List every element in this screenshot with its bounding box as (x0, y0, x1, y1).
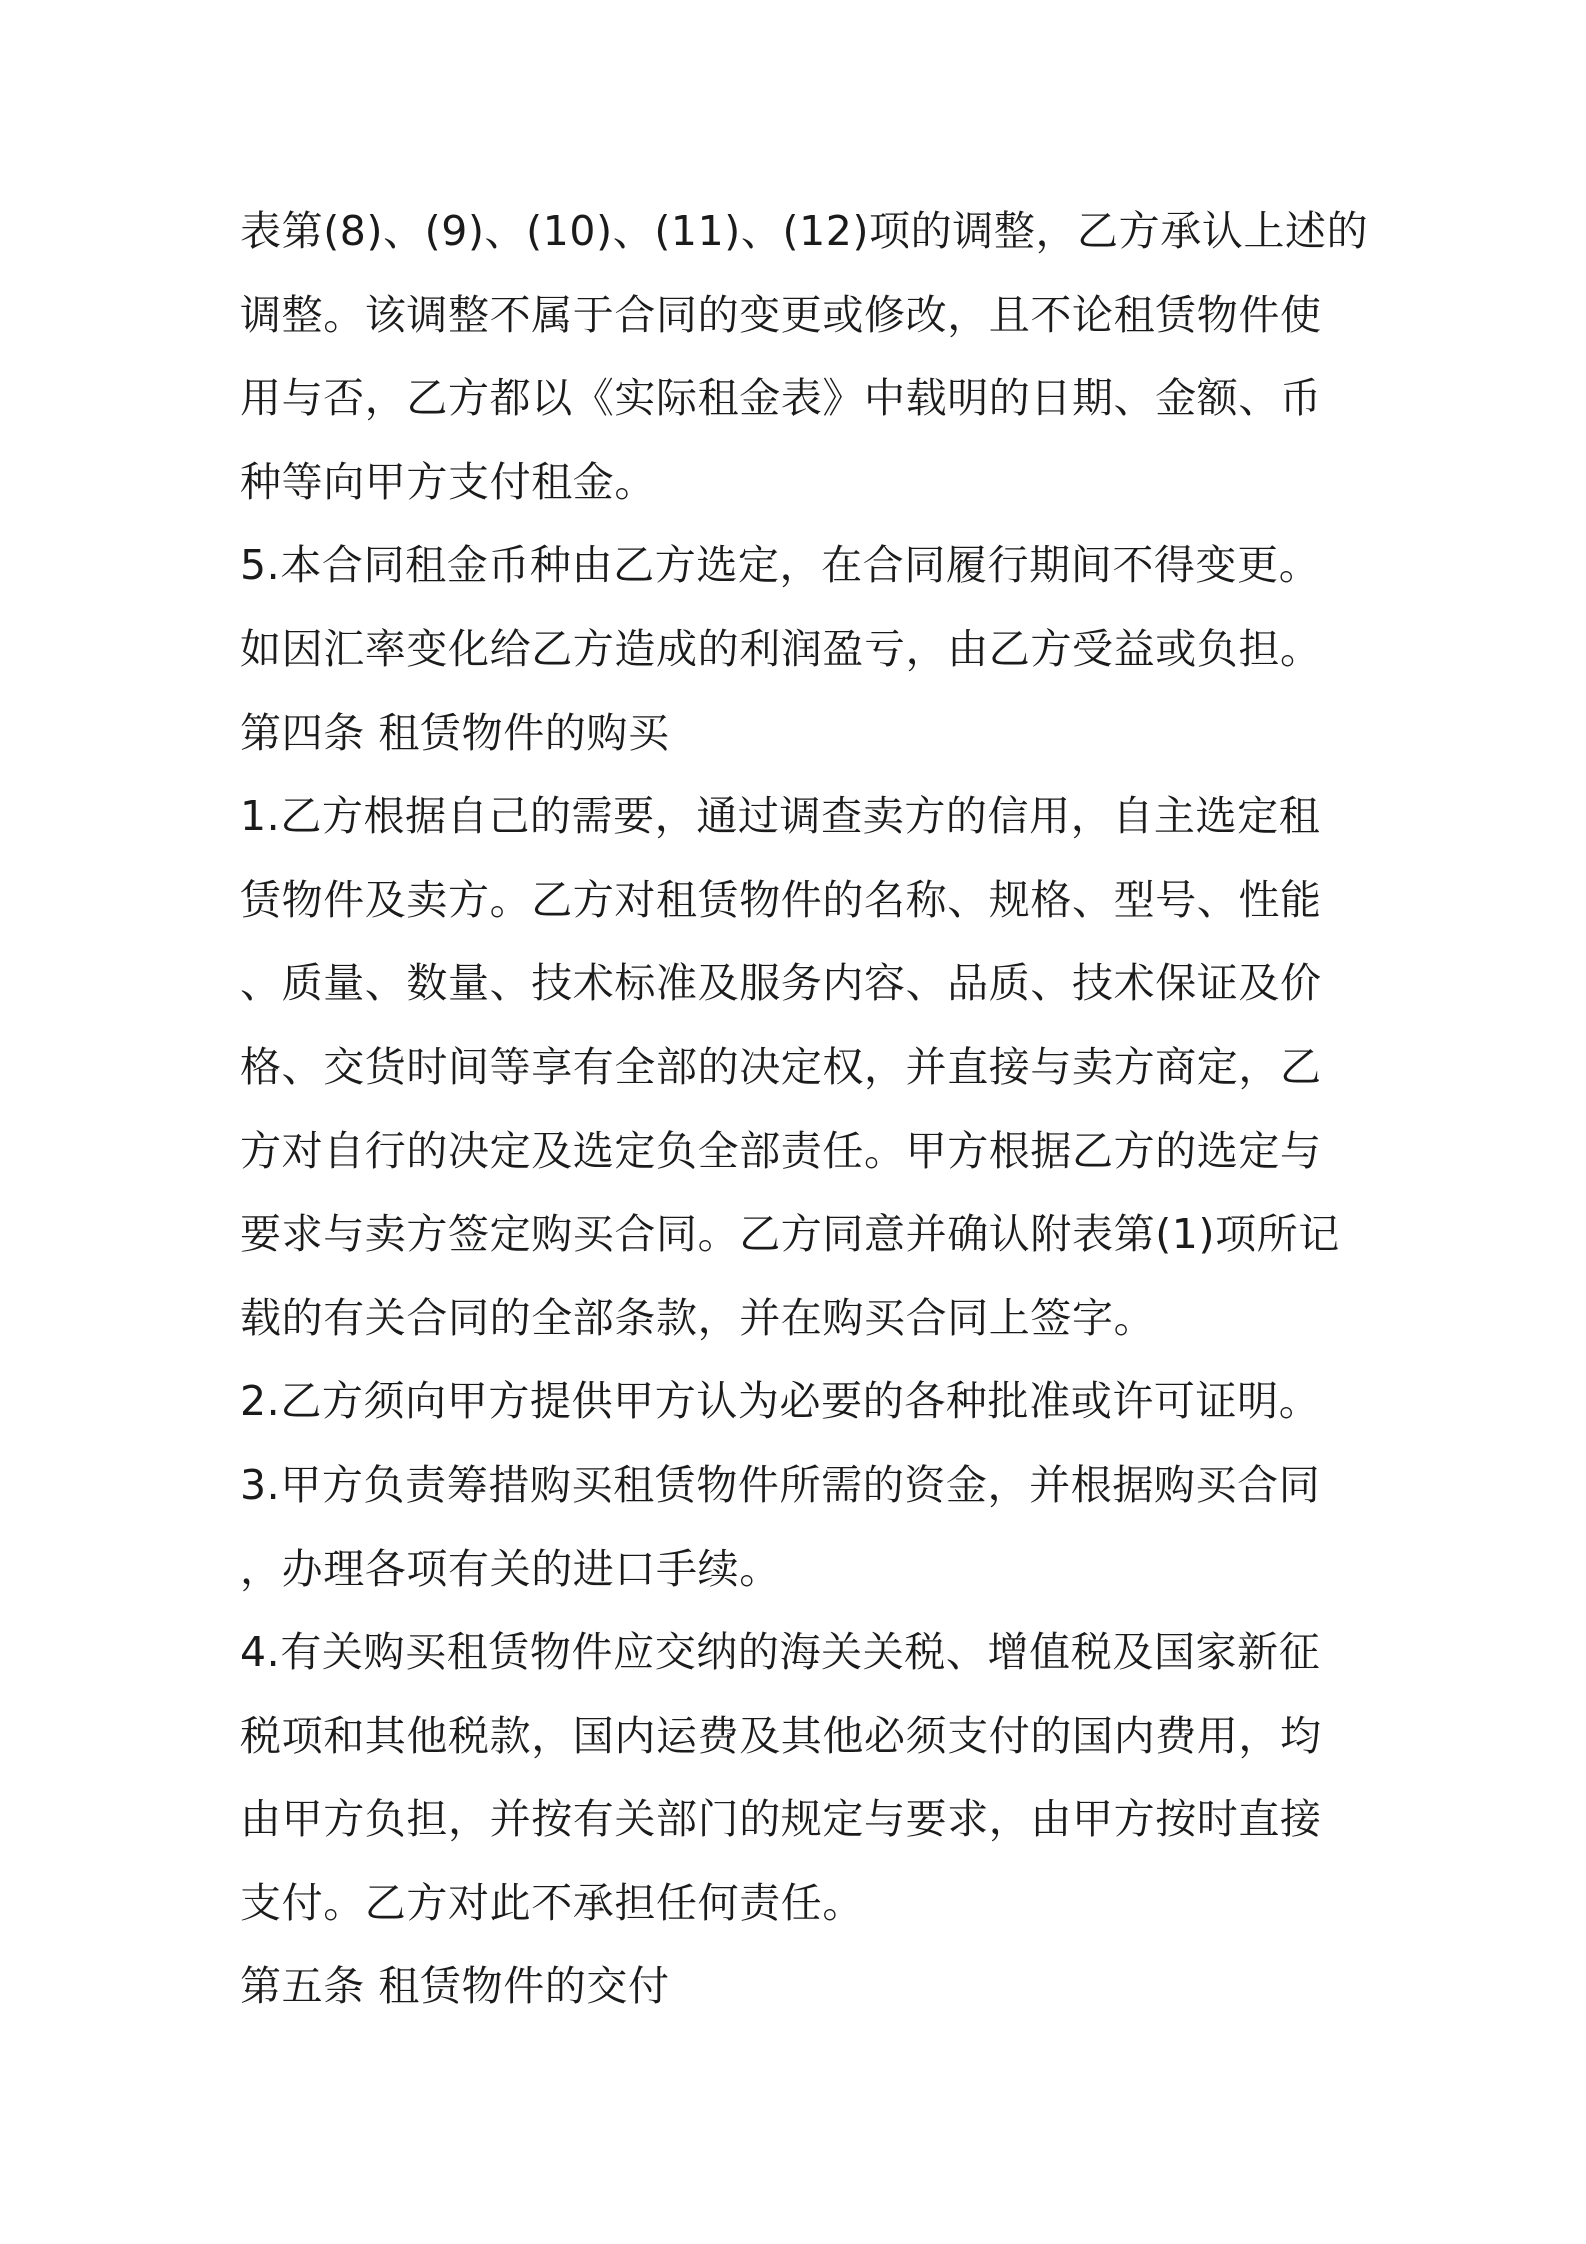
text-line: 4.有关购买租赁物件应交纳的海关关税、增值税及国家新征 (240, 1628, 1321, 1677)
text-line: 2.乙方须向甲方提供甲方认为必要的各种批准或许可证明。 (240, 1377, 1321, 1426)
text-line: ，办理各项有关的进口手续。 (240, 1544, 781, 1593)
text-line: 1.乙方根据自己的需要，通过调查卖方的信用，自主选定租 (240, 792, 1321, 841)
text-line: 3.甲方负责筹措购买租赁物件所需的资金，并根据购买合同 (240, 1460, 1321, 1509)
text-line: 种等向甲方支付租金。 (240, 457, 656, 506)
section-heading: 第四条 租赁物件的购买 (240, 708, 670, 757)
text-line: 税项和其他税款，国内运费及其他必须支付的国内费用，均 (240, 1711, 1322, 1760)
text-line: 赁物件及卖方。乙方对租赁物件的名称、规格、型号、性能 (240, 875, 1322, 924)
text-line: 表第(8)、(9)、(10)、(11)、(12)项的调整，乙方承认上述的 (240, 207, 1369, 255)
text-line: 格、交货时间等享有全部的决定权，并直接与卖方商定，乙 (240, 1042, 1322, 1091)
contract-text (240, 190, 1369, 2029)
text-line: 、质量、数量、技术标准及服务内容、品质、技术保证及价 (240, 959, 1322, 1008)
text-line: 载的有关合同的全部条款，并在购买合同上签字。 (240, 1293, 1156, 1342)
section-heading: 第五条 租赁物件的交付 (240, 1962, 670, 2011)
text-line: 由甲方负担，并按有关部门的规定与要求，由甲方按时直接 (240, 1795, 1322, 1844)
text-line: 5.本合同租金币种由乙方选定，在合同履行期间不得变更。 (240, 541, 1321, 590)
text-line: 用与否，乙方都以《实际租金表》中载明的日期、金额、币 (240, 374, 1322, 423)
text-line: 如因汇率变化给乙方造成的利润盈亏，由乙方受益或负担。 (240, 624, 1322, 673)
text-line: 支付。乙方对此不承担任何责任。 (240, 1878, 864, 1927)
text-line: 调整。该调整不属于合同的变更或修改，且不论租赁物件使 (240, 290, 1322, 339)
text-line: 方对自行的决定及选定负全部责任。甲方根据乙方的选定与 (240, 1126, 1322, 1175)
text-line: 要求与卖方签定购买合同。乙方同意并确认附表第(1)项所记 (240, 1210, 1340, 1259)
